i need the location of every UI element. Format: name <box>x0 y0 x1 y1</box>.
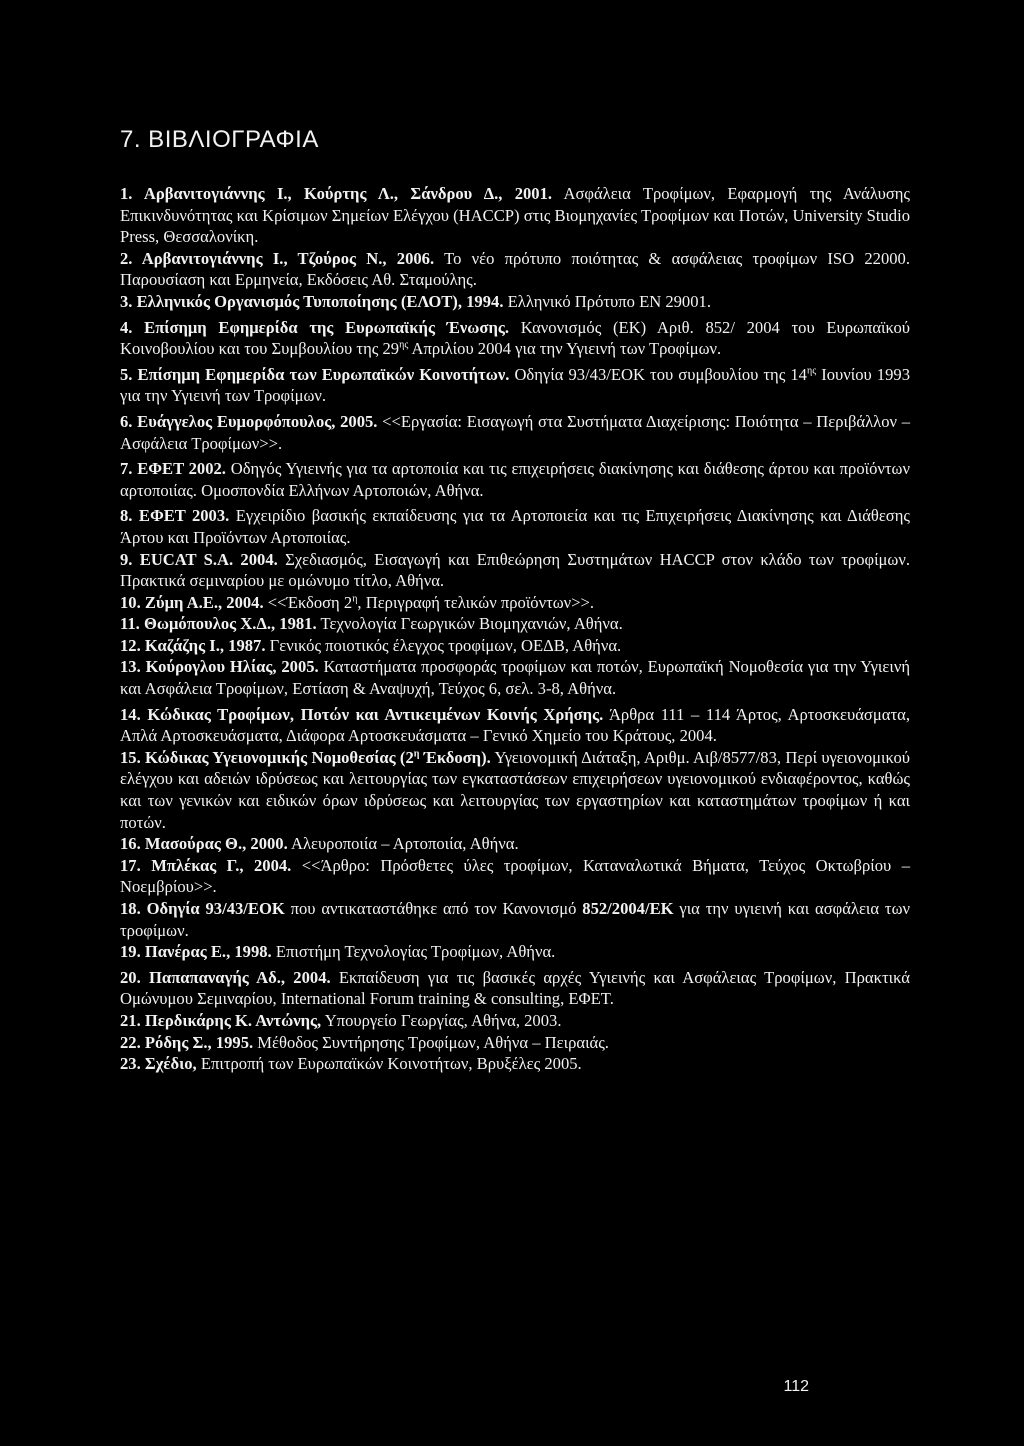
reference-text: Επιτροπή των Ευρωπαϊκών Κοινοτήτων, Βρυξέλες 2005. <box>196 1054 582 1074</box>
reference-text: Οδηγία 93/43/ΕΟΚ του συμβουλίου της 14 <box>509 364 807 384</box>
reference-item <box>120 549 910 592</box>
reference-item <box>120 704 910 747</box>
reference-item <box>120 505 910 548</box>
reference-text: Μέθοδος Συντήρησης Τροφίμων, Αθήνα – Πειραιάς. <box>253 1032 609 1052</box>
reference-author: 4. Επίσημη Εφημερίδα της Ευρωπαϊκής Ένωσης. <box>120 317 510 337</box>
reference-text: για την υγιεινή και ασφάλεια των τροφίμων. <box>120 899 910 940</box>
reference-author: 18. Οδηγία 93/43/ΕΟΚ <box>120 899 285 918</box>
reference-author: 19. Πανέρας Ε., 1998. <box>120 942 272 962</box>
reference-item <box>120 317 910 360</box>
reference-text: Ελληνικό Πρότυπο ΕΝ 29001. <box>503 291 711 311</box>
reference-item <box>120 967 910 1010</box>
reference-author: 14. Κώδικας Τροφίμων, Ποτών και Αντικειμένων Κοινής Χρήσης. <box>120 704 604 724</box>
reference-text: <<Εργασία: Εισαγωγή στα Συστήματα Διαχείρισης: Ποιότητα – Περιβάλλον – Ασφάλεια Τροφίμων>>. <box>120 411 911 453</box>
reference-author: 8. ΕΦΕΤ 2003. <box>120 506 230 526</box>
reference-text: Επιστήμη Τεχνολογίας Τροφίμων, Αθήνα. <box>271 942 556 962</box>
reference-text: Απριλίου 2004 για την Υγιεινή των Τροφίμων. <box>408 339 722 359</box>
reference-list <box>120 183 910 1075</box>
reference-author: 6. Ευάγγελος Ευμορφόπουλος, 2005. <box>120 411 378 431</box>
reference-author: 15. Κώδικας Υγειονομικής Νομοθεσίας (2 <box>120 747 414 767</box>
reference-item <box>120 941 910 963</box>
reference-author: 21. Περδικάρης Κ. Αντώνης, <box>120 1010 322 1030</box>
page-number: 112 <box>783 1378 809 1395</box>
reference-author: 5. Επίσημη Εφημερίδα των Ευρωπαϊκών Κοινοτήτων. <box>120 364 510 384</box>
reference-text: Εγχειρίδιο βασικής εκπαίδευσης για τα Αρτοποιεία και τις Επιχειρήσεις Διακίνησης και Διάθεσης Άρτου και Προϊόντων Αρτοποιίας. <box>120 506 910 547</box>
reference-text: <<Έκδοση 2 <box>263 592 353 612</box>
reference-text: που αντικαταστάθηκε από τον Κανονισμό <box>284 899 583 918</box>
reference-item <box>120 248 910 291</box>
reference-text: Το νέο πρότυπο ποιότητας & ασφάλειας τροφίμων ISO 22000. Παρουσίαση και Ερμηνεία, Εκδόσεις Αθ. Σταμούλης. <box>120 248 910 290</box>
reference-item <box>120 635 910 657</box>
reference-text: , Περιγραφή τελικών προϊόντων>>. <box>357 592 595 612</box>
superscript: ης <box>399 339 409 351</box>
reference-text: Υπουργείο Γεωργίας, Αθήνα, 2003. <box>321 1010 562 1030</box>
reference-item <box>120 613 910 635</box>
reference-text: Υγειονομική Διάταξη, Αριθμ. Αιβ/8577/83, Περί υγειονομικού ελέγχου και αδειών ιδρύσεως και λειτουργίας των εγκαταστάσεων επιχειρήσεων υγειονομικού ενδιαφέροντος, καθώς και των γενικών και ειδικών όρων ιδρύσεως και λειτουργίας των εργαστηρίων και καταστημάτων τροφίμων ή και ποτών. <box>120 747 911 832</box>
reference-author: 13. Κούρογλου Ηλίας, 2005. <box>120 657 319 677</box>
reference-item <box>120 364 910 407</box>
reference-item <box>120 1010 910 1032</box>
reference-item <box>120 898 910 941</box>
reference-author: 2. Αρβανιτογιάννης Ι., Τζούρος Ν., 2006. <box>120 248 435 268</box>
reference-text: Οδηγός Υγιεινής για τα αρτοποιία και τις επιχειρήσεις διακίνησης και διάθεσης άρτου και προϊόντων αρτοποιίας. Ομοσπονδία Ελλήνων Αρτοποιών, Αθήνα. <box>120 459 910 500</box>
reference-text: Κανονισμός (ΕΚ) Αριθ. 852/ 2004 του Ευρωπαϊκού Κοινοβουλίου και του Συμβουλίου της 29 <box>120 317 910 359</box>
reference-author: 20. Παπαπαναγής Αδ., 2004. <box>120 967 331 987</box>
reference-item <box>120 592 910 614</box>
superscript: η <box>413 748 420 760</box>
reference-text: Εκπαίδευση για τις βασικές αρχές Υγιεινής και Ασφάλειας Τροφίμων, Πρακτικά Ομώνυμου Σεμιναρίου, International Forum training & consulting, ΕΦΕΤ. <box>120 967 910 1009</box>
reference-text: Αλευροποιία – Αρτοποιία, Αθήνα. <box>287 834 519 854</box>
reference-author: 3. Ελληνικός Οργανισμός Τυποποίησης (ΕΛΟΤ), 1994. <box>120 291 504 311</box>
reference-item <box>120 1032 910 1054</box>
reference-author: Έκδοση). <box>419 747 491 767</box>
reference-text: <<Άρθρο: Πρόσθετες ύλες τροφίμων, Καταναλωτικά Βήματα, Τεύχος Οκτωβρίου – Νοεμβρίου>>. <box>120 855 911 897</box>
reference-text: Τεχνολογία Γεωργικών Βιομηχανιών, Αθήνα. <box>316 614 623 634</box>
reference-author: 11. Θωμόπουλος Χ.Δ., 1981. <box>120 614 317 634</box>
reference-item <box>120 458 910 501</box>
reference-author: 22. Ρόδης Σ., 1995. <box>120 1032 254 1052</box>
reference-text: Ασφάλεια Τροφίμων, Εφαρμογή της Ανάλυσης Επικινδυνότητας και Κρίσιμων Σημείων Ελέγχου (HACCP) στις Βιομηχανίες Τροφίμων και Ποτών, University Studio Press, Θεσσαλονίκη. <box>120 184 911 247</box>
reference-item <box>120 833 910 855</box>
reference-text: Σχεδιασμός, Εισαγωγή και Επιθεώρηση Συστημάτων HACCP στον κλάδο των τροφίμων. Πρακτικά σεμιναρίου με ομώνυμο τίτλο, Αθήνα. <box>120 549 910 591</box>
reference-author: 10. Ζύμη Α.Ε., 2004. <box>120 592 264 612</box>
reference-author: 852/2004/ΕΚ <box>582 899 674 918</box>
reference-item <box>120 747 910 833</box>
reference-item <box>120 411 910 454</box>
superscript: η <box>352 593 358 605</box>
superscript: ης <box>806 365 817 377</box>
reference-author: 7. ΕΦΕΤ 2002. <box>120 459 226 479</box>
reference-author: 12. Καζάζης Ι., 1987. <box>120 635 266 655</box>
reference-text: Άρθρα 111 – 114 Άρτος, Αρτοσκευάσματα, Απλά Αρτοσκευάσματα, Διάφορα Αρτοσκευάσματα – Γενικό Χημείο του Κράτους, 2004. <box>120 704 910 746</box>
reference-item <box>120 183 910 248</box>
reference-text: Καταστήματα προσφοράς τροφίμων και ποτών, Ευρωπαϊκή Νομοθεσία για την Υγιεινή και Ασφάλεια Τροφίμων, Εστίαση & Αναψυχή, Τεύχος 6, σελ. 3-8, Αθήνα. <box>120 657 911 699</box>
reference-author: 16. Μασούρας Θ., 2000. <box>120 834 288 854</box>
reference-text: Ιουνίου 1993 για την Υγιεινή των Τροφίμων. <box>120 364 910 406</box>
reference-author: 23. Σχέδιο, <box>120 1054 197 1074</box>
reference-item <box>120 1053 910 1075</box>
reference-text: Γενικός ποιοτικός έλεγχος τροφίμων, ΟΕΔΒ, Αθήνα. <box>265 635 622 655</box>
page-title: 7. ΒΙΒΛΙΟΓΡΑΦΙΑ <box>120 126 319 153</box>
reference-author: 17. Μπλέκας Γ., 2004. <box>120 855 292 875</box>
reference-author: 9. EUCAT S.A. 2004. <box>120 549 278 569</box>
reference-author: 1. Αρβανιτογιάννης Ι., Κούρτης Λ., Σάνδρου Δ., 2001. <box>120 184 553 203</box>
reference-item <box>120 291 910 313</box>
reference-item <box>120 656 910 699</box>
reference-item <box>120 855 910 898</box>
